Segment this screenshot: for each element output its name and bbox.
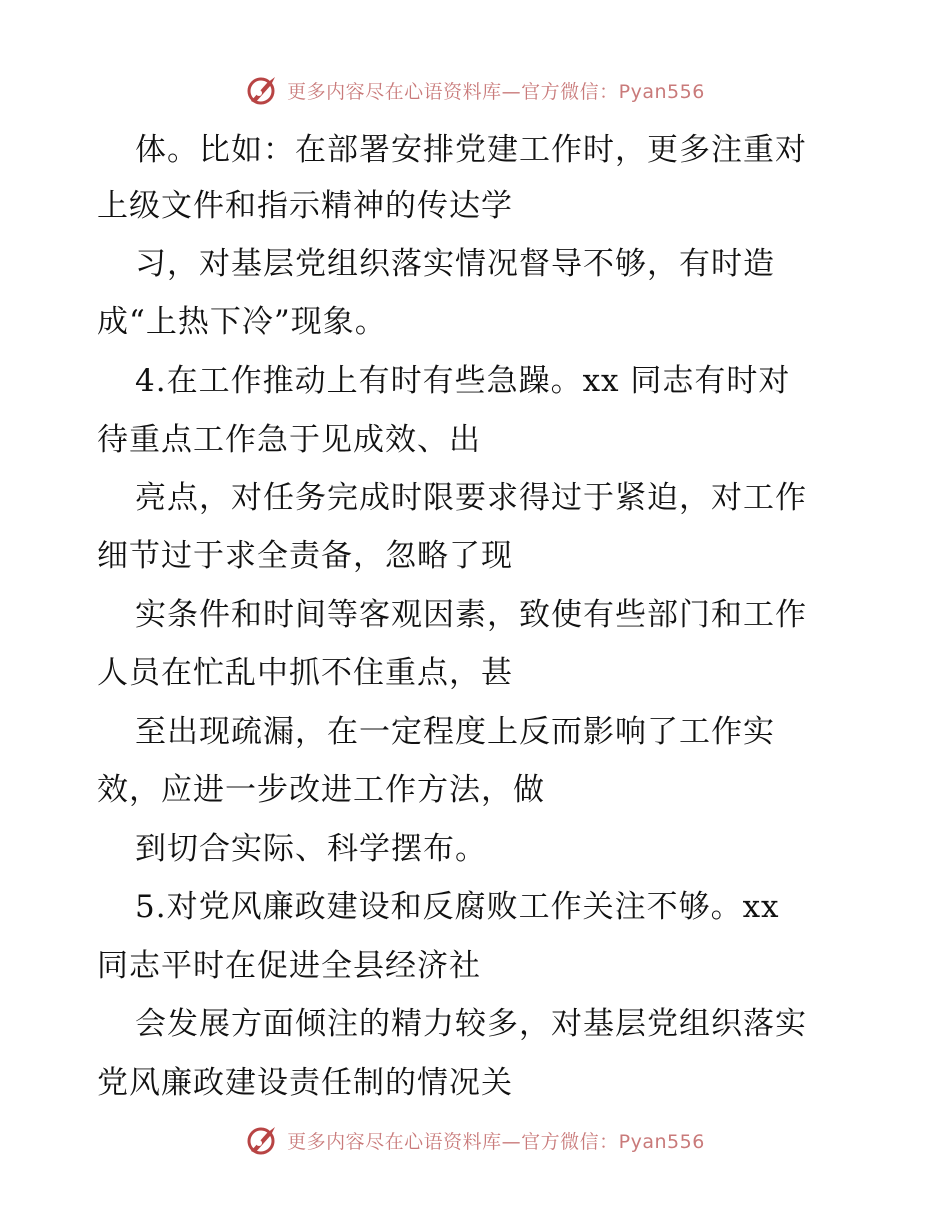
banner-text: 更多内容尽在心语资料库—官方微信：Pyan556 <box>287 1130 705 1153</box>
text-line: 4.在工作推动上有时有些急躁。xx 同志有时对 <box>135 363 791 399</box>
text-line: 至出现疏漏，在一定程度上反而影响了工作实 <box>135 714 775 750</box>
banner-text: 更多内容尽在心语资料库—官方微信：Pyan556 <box>287 80 705 103</box>
text-line: 人员在忙乱中抓不住重点，甚 <box>97 655 513 691</box>
text-line: 党风廉政建设责任制的情况关 <box>97 1065 513 1101</box>
text-line: 效，应进一步改进工作方法，做 <box>97 772 545 808</box>
text-line: 习，对基层党组织落实情况督导不够，有时造 <box>135 246 775 282</box>
text-line: 实条件和时间等客观因素，致使有些部门和工作 <box>135 597 807 633</box>
header-banner <box>0 70 950 110</box>
text-line: 待重点工作急于见成效、出 <box>97 422 481 458</box>
brush-logo-icon <box>245 73 279 107</box>
text-line: 5.对党风廉政建设和反腐败工作关注不够。xx <box>135 889 780 925</box>
text-line: 体。比如：在部署安排党建工作时，更多注重对 <box>135 132 807 168</box>
footer-banner <box>0 1120 950 1160</box>
text-line: 细节过于求全责备，忽略了现 <box>97 538 513 574</box>
text-line: 成“上热下冷”现象。 <box>97 304 387 340</box>
text-line: 会发展方面倾注的精力较多，对基层党组织落实 <box>135 1006 807 1042</box>
text-line: 亮点，对任务完成时限要求得过于紧迫，对工作 <box>135 480 807 516</box>
text-line: 上级文件和指示精神的传达学 <box>97 188 513 224</box>
text-line: 到切合实际、科学摆布。 <box>135 831 487 867</box>
brush-logo-icon <box>245 1123 279 1157</box>
text-line: 同志平时在促进全县经济社 <box>97 948 481 984</box>
